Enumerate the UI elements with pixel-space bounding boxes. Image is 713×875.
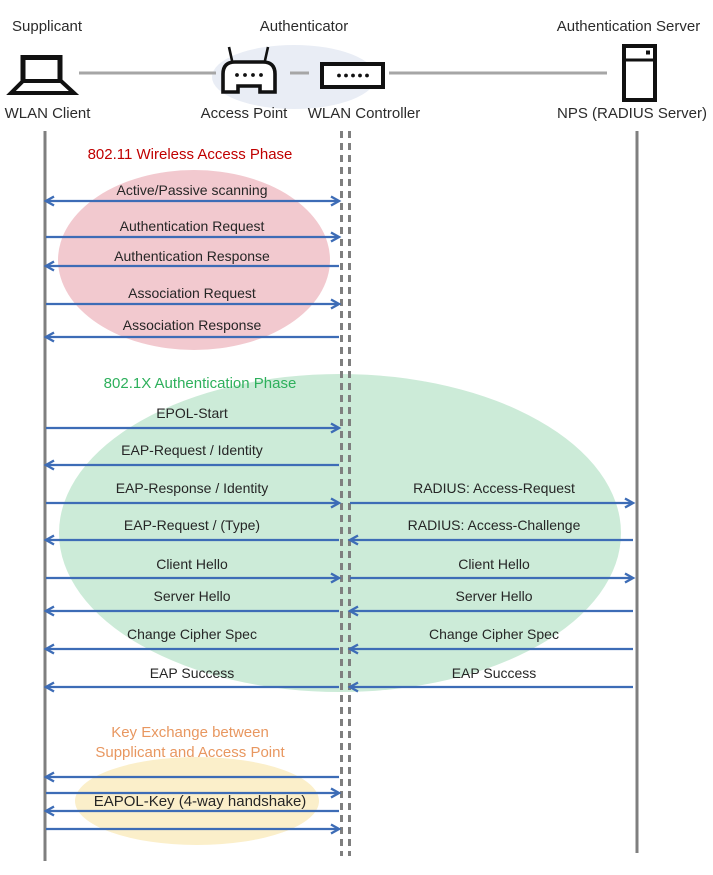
nps-radius-server-label: NPS (RADIUS Server): [556, 105, 708, 122]
message-label-authentication-request: Authentication Request: [119, 218, 265, 234]
message-label-eap-success-left: EAP Success: [149, 665, 235, 681]
role-authenticator-label: Authenticator: [259, 18, 349, 35]
role-authentication-server-label: Authentication Server: [556, 18, 701, 35]
phase-title-wireless-access: 802.11 Wireless Access Phase: [87, 146, 293, 163]
message-label-eap-success-right: EAP Success: [451, 665, 537, 681]
access-point-label: Access Point: [200, 105, 288, 122]
role-supplicant-label: Supplicant: [12, 18, 83, 35]
message-label-epol-start: EPOL-Start: [156, 405, 228, 421]
message-label-eap-response-identity: EAP-Response / Identity: [115, 480, 269, 496]
message-label-eap-request-type: EAP-Request / (Type): [123, 517, 261, 533]
wlan-controller-icon: [322, 64, 383, 87]
laptop-icon: [11, 58, 74, 94]
wlan-client-label: WLAN Client: [4, 105, 91, 122]
message-label-radius-access-challenge: RADIUS: Access-Challenge: [407, 517, 581, 533]
message-label-client-hello-right: Client Hello: [458, 556, 530, 572]
message-label-server-hello-right: Server Hello: [455, 588, 533, 604]
message-label-server-hello-left: Server Hello: [153, 588, 231, 604]
message-label-active-passive-scanning: Active/Passive scanning: [116, 182, 268, 198]
message-label-eap-request-identity: EAP-Request / Identity: [121, 442, 263, 458]
wlan-controller-label: WLAN Controller: [307, 105, 421, 122]
message-label-association-request: Association Request: [128, 285, 256, 301]
phase-title-dot1x-auth: 802.1X Authentication Phase: [103, 375, 297, 392]
phase-title-key-exchange: [80, 723, 300, 763]
phase-title-key-exchange-line2: Supplicant and Access Point: [95, 744, 285, 761]
server-icon: [624, 46, 655, 100]
message-label-radius-access-request: RADIUS: Access-Request: [413, 480, 575, 496]
message-label-client-hello-left: Client Hello: [156, 556, 228, 572]
message-label-association-response: Association Response: [122, 317, 262, 333]
phase-title-key-exchange-line1: Key Exchange between: [111, 724, 269, 741]
message-label-change-cipher-spec-right: Change Cipher Spec: [429, 626, 559, 642]
message-label-eapol-key-handshake: EAPOL-Key (4-way handshake): [93, 793, 307, 810]
message-label-authentication-response: Authentication Response: [114, 248, 270, 264]
message-label-change-cipher-spec-left: Change Cipher Spec: [127, 626, 257, 642]
